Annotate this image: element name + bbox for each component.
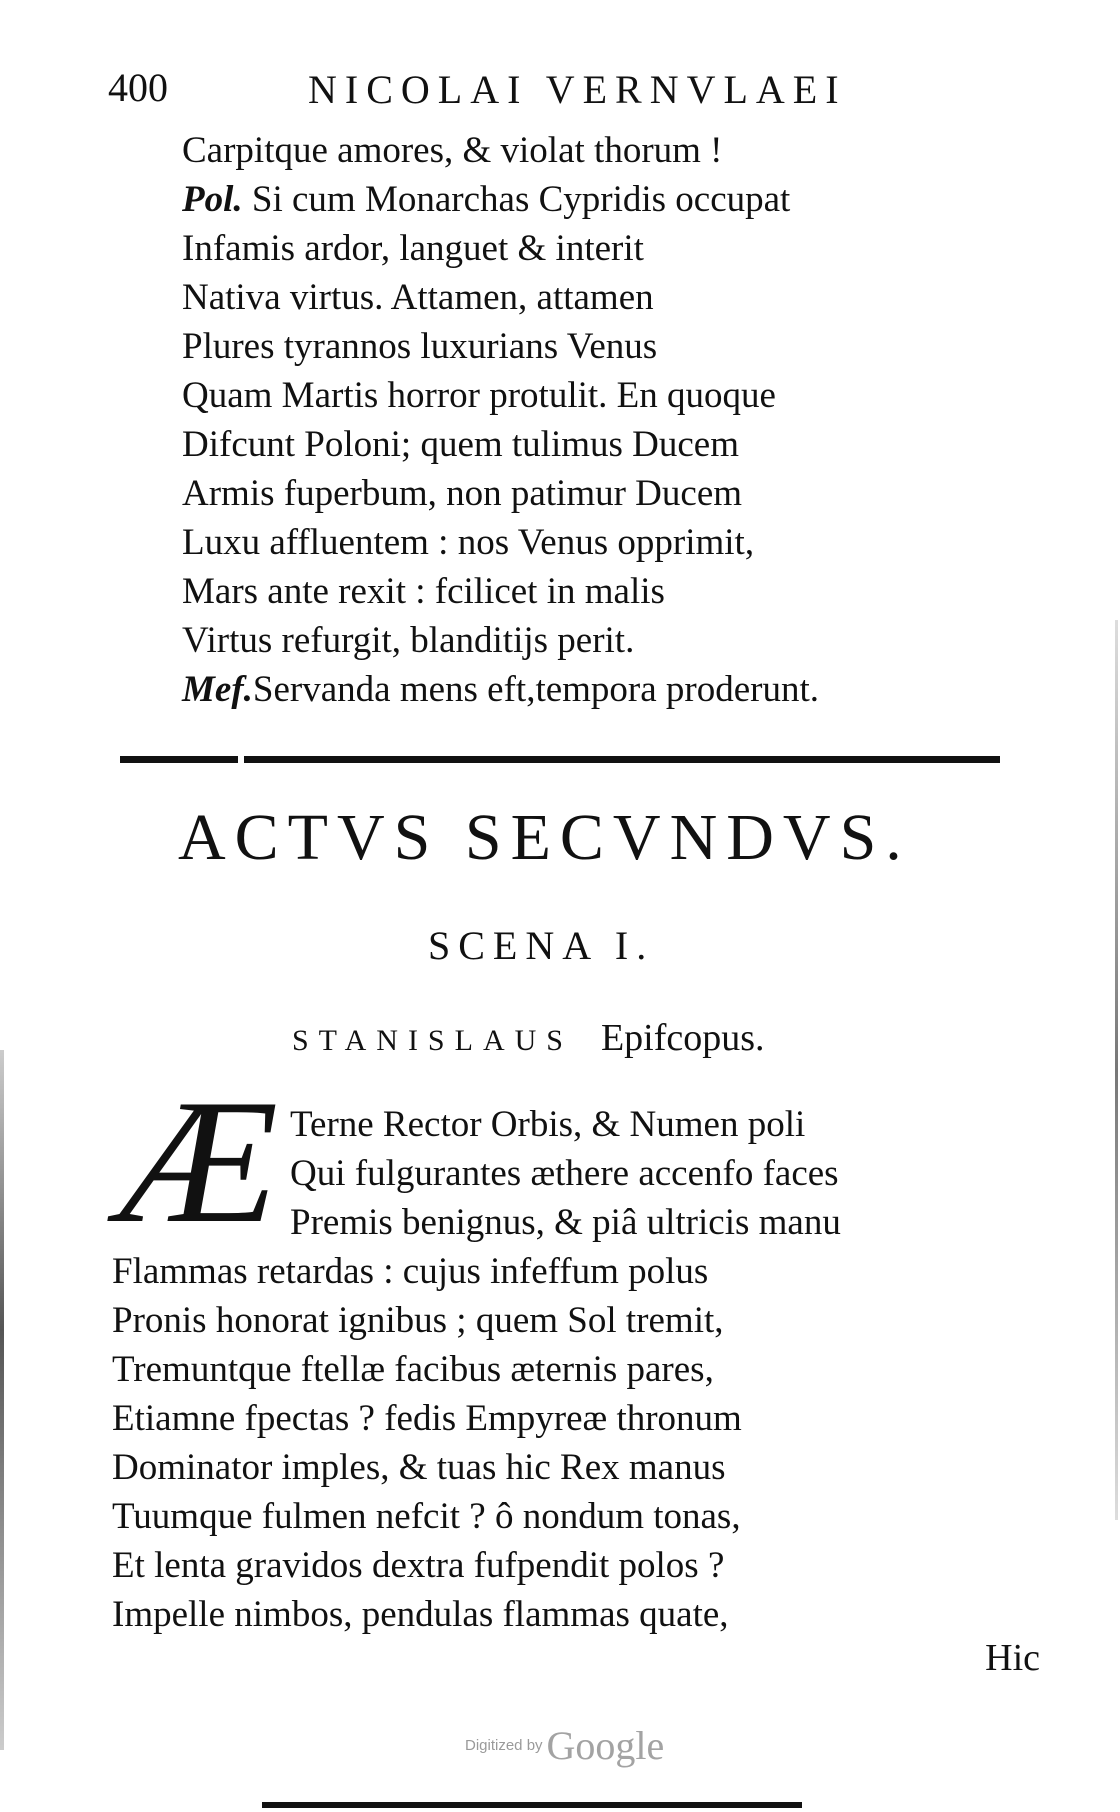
verse-text: Plures tyrannos luxurians Venus: [182, 326, 658, 367]
verse-text: Si cum Monarchas Cypridis occupat: [251, 179, 791, 220]
page-left-edge-shadow: [0, 1050, 4, 1750]
character-name: STANISLAUS: [292, 1024, 573, 1057]
speech-line: Premis benignus, & piâ ultricis manu: [290, 1202, 841, 1243]
scene-title: SCENA I.: [428, 923, 655, 968]
google-logo: Google: [546, 1723, 665, 1768]
running-head: [108, 58, 908, 118]
verse-text: Virtus refurgit, blanditijs perit.: [182, 620, 635, 661]
speech-indented-lines: [290, 1100, 841, 1247]
verse-line: [182, 567, 1002, 616]
verse-line: [182, 273, 1002, 322]
verse-text: Infamis ardor, languet & interit: [182, 228, 644, 269]
speech-line: Et lenta gravidos dextra fufpendit polos ?: [112, 1545, 725, 1586]
verse-text: Difcunt Poloni; quem tulimus Ducem: [182, 424, 740, 465]
speech-line: Etiamne fpectas ? fedis Empyreæ thronum: [112, 1398, 742, 1439]
speech-line: Pronis honorat ignibus ; quem Sol tremit,: [112, 1300, 724, 1341]
speech-line: Dominator imples, & tuas hic Rex manus: [112, 1447, 726, 1488]
verse-line: [182, 616, 1002, 665]
verse-line: [182, 518, 1002, 567]
page-right-edge-shadow: [1115, 620, 1118, 1520]
verse-line: [182, 224, 1002, 273]
verse-text: Servanda mens eft,tempora proderunt.: [252, 669, 820, 710]
verse-text: Mars ante rexit : fcilicet in malis: [182, 571, 665, 612]
page-number: 400: [108, 65, 168, 110]
section-divider-gap: [238, 756, 244, 763]
speech-line: Impelle nimbos, pendulas flammas quate,: [112, 1594, 729, 1635]
verse-line: [182, 469, 1002, 518]
speech-line: Tremuntque ftellæ facibus æternis pares,: [112, 1349, 714, 1390]
digitized-by-google-watermark: [465, 1722, 664, 1769]
speech-line: Flammas retardas : cujus infeffum polus: [112, 1251, 709, 1292]
section-divider-rule: [120, 756, 1000, 763]
verse-line: [182, 371, 1002, 420]
drop-capital: Æ: [120, 1062, 279, 1260]
speaker-tag: Pol.: [182, 179, 243, 220]
verse-text: Carpitque amores, & violat thorum !: [182, 130, 723, 171]
character-role: Epifcopus.: [600, 1017, 765, 1059]
speech-line: Tuumque fulmen nefcit ? ô nondum tonas,: [112, 1496, 741, 1537]
verse-text: Armis fuperbum, non patimur Ducem: [182, 473, 743, 514]
speaker-tag: Mef.: [182, 669, 253, 710]
act-one-closing-verse: [182, 126, 1002, 714]
verse-text: Quam Martis horror protulit. En quoque: [182, 375, 776, 416]
verse-line: [182, 665, 1002, 714]
act-title: ACTVS SECVNDVS.: [178, 801, 911, 874]
running-title: NICOLAI VERNVLAEI: [308, 67, 847, 112]
verse-line: [182, 175, 1002, 224]
verse-line: [182, 322, 1002, 371]
verse-line: [182, 126, 1002, 175]
verse-line: [182, 420, 1002, 469]
speech-line: Qui fulgurantes æthere accenfo faces: [290, 1153, 839, 1194]
catchword: Hic: [985, 1637, 1040, 1679]
speech-line: Terne Rector Orbis, & Numen poli: [290, 1104, 806, 1145]
verse-text: Nativa virtus. Attamen, attamen: [182, 277, 654, 318]
speech-lines: [112, 1247, 742, 1639]
bottom-edge-rule: [262, 1802, 802, 1808]
verse-text: Luxu affluentem : nos Venus opprimit,: [182, 522, 755, 563]
character-heading: [292, 1016, 765, 1060]
digitized-by-text: Digitized by: [465, 1737, 543, 1754]
